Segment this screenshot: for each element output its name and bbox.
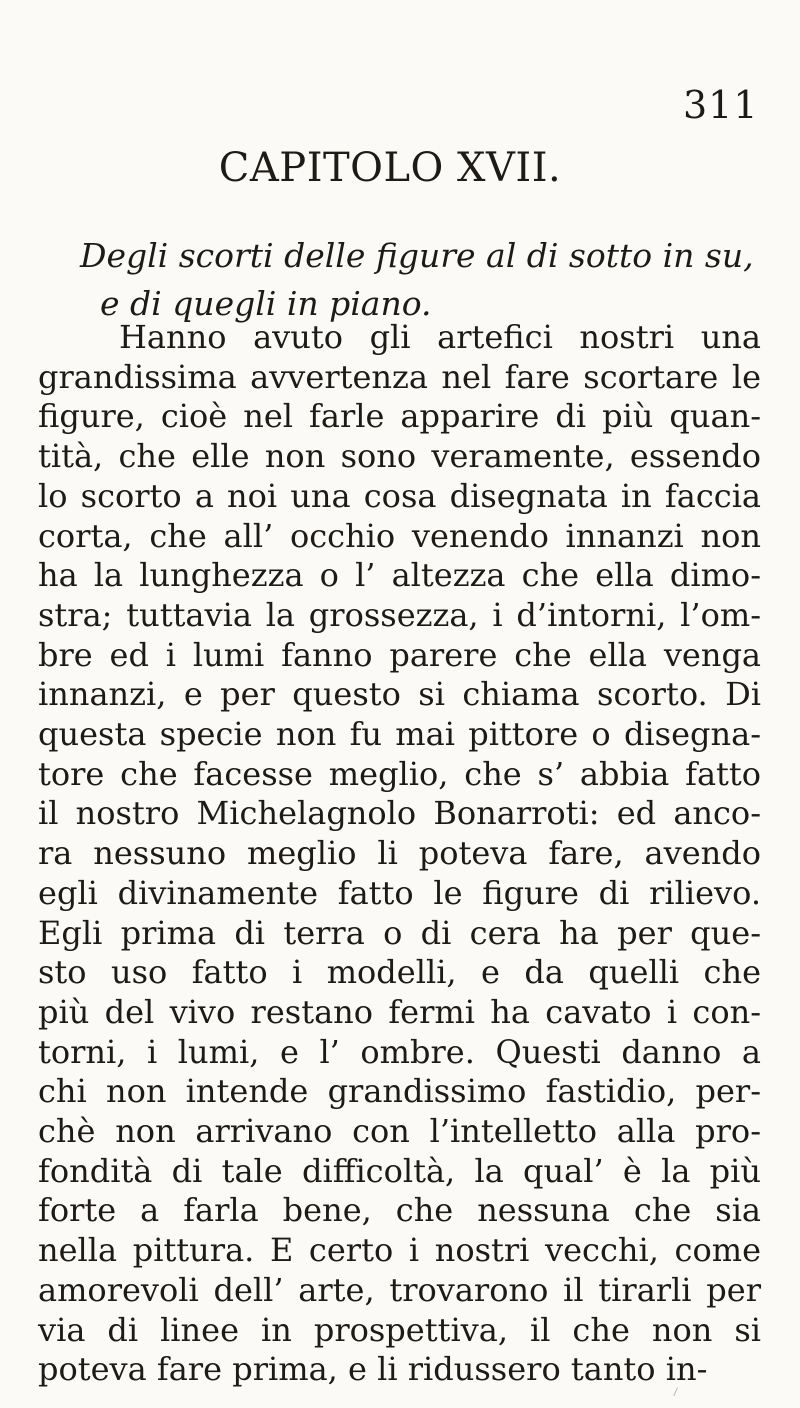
body-line: via di linee in prospettiva, il che non si — [38, 1310, 761, 1349]
body-line: poteva fare prima, e li ridussero tanto in- — [38, 1350, 708, 1389]
body-line: il nostro Michelagnolo Bonarroti: ed anco- — [38, 794, 761, 833]
subtitle-line: Degli scorti delle figure al di sotto in su, — [80, 236, 754, 275]
body-line: nella pittura. E certo i nostri vecchi, come — [38, 1231, 761, 1270]
chapter-subtitle — [80, 232, 760, 328]
body-line: bre ed i lumi fanno parere che ella venga — [38, 635, 761, 674]
subtitle-line: e di quegli in piano. — [100, 284, 432, 323]
body-text — [38, 318, 761, 1390]
body-line: sto uso fatto i modelli, e da quelli che — [38, 953, 761, 992]
body-line: stra; tuttavia la grossezza, i d’intorni, l’om- — [38, 595, 761, 634]
page-number: 311 — [683, 83, 759, 127]
body-line: egli divinamente fatto le figure di rilievo. — [38, 873, 761, 912]
body-line: tità, che elle non sono veramente, essendo — [38, 437, 761, 476]
body-line: figure, cioè nel farle apparire di più quan- — [38, 397, 761, 436]
body-line: ra nessuno meglio li poteva fare, avendo — [38, 834, 761, 873]
body-line: fondità di tale difficoltà, la qual’ è la più — [38, 1151, 761, 1190]
body-line: chè non arrivano con l’intelletto alla pro- — [38, 1112, 761, 1151]
body-line: Egli prima di terra o di cera ha per que- — [38, 913, 761, 952]
body-line: corta, che all’ occhio venendo innanzi non — [38, 516, 761, 555]
body-line: Hanno avuto gli artefici nostri una — [119, 318, 761, 356]
body-line: grandissima avvertenza nel fare scortare le — [38, 357, 761, 396]
body-line: più del vivo restano fermi ha cavato i con- — [38, 992, 761, 1031]
body-line: tore che facesse meglio, che s’ abbia fatto — [38, 754, 761, 793]
body-line: forte a farla bene, che nessuna che sia — [38, 1191, 761, 1230]
body-line: amorevoli dell’ arte, trovarono il tirarli per — [38, 1270, 761, 1309]
body-line: chi non intende grandissimo fastidio, per- — [38, 1072, 761, 1111]
chapter-title: CAPITOLO XVII. — [218, 145, 562, 191]
body-line: torni, i lumi, e l’ ombre. Questi danno a — [38, 1032, 761, 1071]
body-line: lo scorto a noi una cosa disegnata in faccia — [38, 476, 761, 515]
body-line: innanzi, e per questo si chiama scorto. Di — [38, 675, 761, 714]
body-line: ha la lunghezza o l’ altezza che ella dimo- — [38, 556, 761, 595]
body-line: questa specie non fu mai pittore o disegna- — [38, 715, 761, 754]
